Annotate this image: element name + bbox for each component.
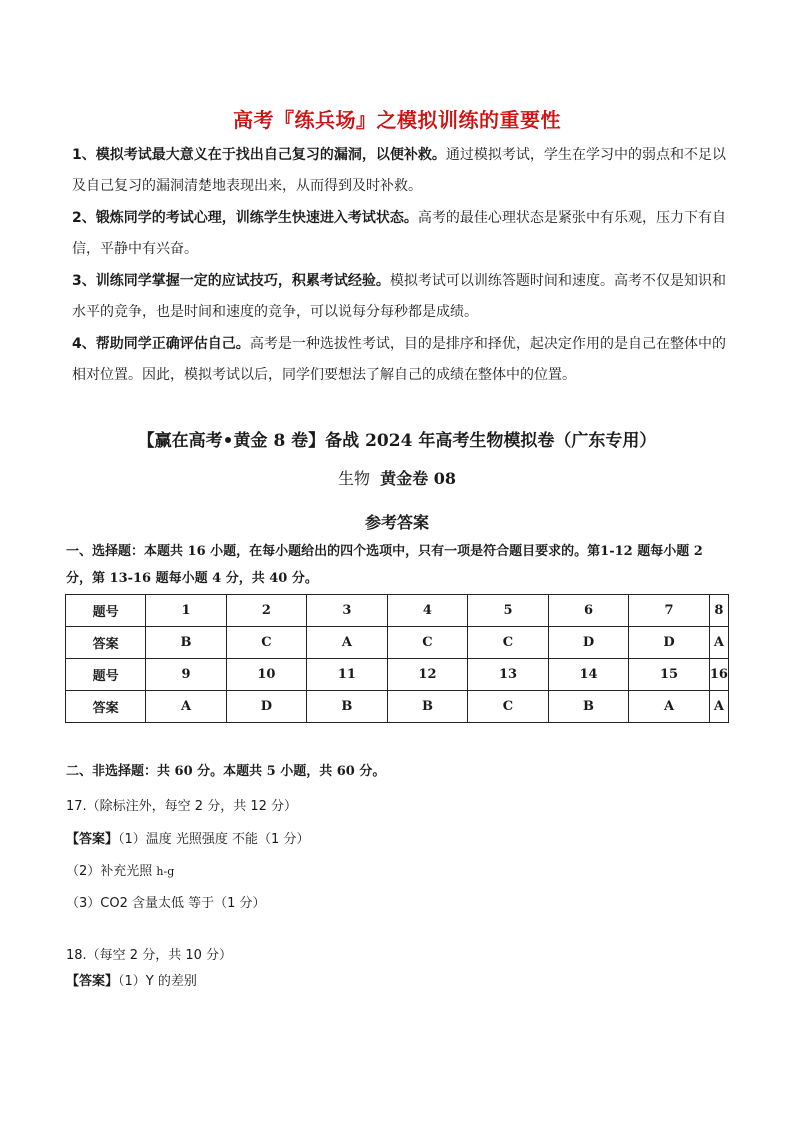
table-cell: 10 [226,659,307,691]
q17-part1: （1）温度 光照强度 不能（1 分） [118,832,310,847]
intro-item-4 [72,329,726,391]
q17-part2-formula: h-g [156,865,175,878]
q18-part1: （1）Y 的差别 [118,974,197,989]
table-cell: 5 [468,595,549,627]
table-cell: A [709,627,728,659]
table-cell: C [226,627,307,659]
q18-header: 18.（每空 2 分，共 10 分） [66,948,233,963]
table-cell: A [307,627,388,659]
table-cell: A [709,691,728,723]
table-cell: B [548,691,629,723]
table-cell: 16 [709,659,728,691]
intro-item-2 [72,203,726,265]
section1-instructions: 一、选择题：本题共 16 小题，在每小题给出的四个选项中，只有一项是符合题目要求的。第1-12 题每小题 2 分，第 13-16 题每小题 4 分，共 40 分。 [66,544,703,586]
table-cell: 2 [226,595,307,627]
q17-part2: （2）补充光照 [66,864,157,879]
answer-table [65,594,729,723]
table-row [66,627,729,659]
table-cell: 7 [629,595,710,627]
intro-item-2-text: 高考的最佳心理状态是紧张中有乐观，压力下有自信，平静中有兴奋。 [72,210,727,257]
table-cell: 8 [709,595,728,627]
section2-title: 二、非选择题：共 60 分。本题共 5 小题，共 60 分。 [66,764,386,779]
subject-prefix: 生物 [337,469,370,488]
table-cell: 题号 [66,595,146,627]
table-cell: 3 [307,595,388,627]
table-cell: 14 [548,659,629,691]
intro-item-1 [72,140,726,202]
table-cell: A [146,691,226,723]
subject-paper: 黄金卷 08 [380,469,457,488]
intro-item-3 [72,266,726,328]
table-cell: B [146,627,226,659]
table-cell: D [548,627,629,659]
intro-item-4-bold: 4、帮助同学正确评估自己。 [72,336,250,352]
answer-label: 【答案】 [66,974,119,989]
table-cell: C [387,627,468,659]
table-cell: 15 [629,659,710,691]
intro-item-2-bold: 2、锻炼同学的考试心理，训练学生快速进入考试状态。 [72,210,418,226]
table-cell: D [629,627,710,659]
table-cell: 题号 [66,659,146,691]
answer-title: 参考答案 [364,513,429,532]
subject-line [0,466,794,489]
table-cell: 11 [307,659,388,691]
table-row [66,691,729,723]
table-cell: 6 [548,595,629,627]
table-row [66,595,729,627]
intro-item-1-text: 通过模拟考试，学生在学习中的弱点和不足以及自己复习的漏洞清楚地表现出来，从而得到及时补救。 [72,147,726,194]
intro-item-3-text: 模拟考试可以训练答题时间和速度。高考不仅是知识和水平的竞争，也是时间和速度的竞争，可以说每分每秒都是成绩。 [72,273,726,320]
q17-header: 17.（除标注外，每空 2 分，共 12 分） [66,799,298,814]
table-cell: 答案 [66,627,146,659]
table-cell: A [629,691,710,723]
intro-item-4-text: 高考是一种选拔性考试，目的是排序和择优，起决定作用的是自己在整体中的相对位置。因此，模拟考试以后，同学们要想法了解自己的成绩在整体中的位置。 [72,336,726,383]
q17-answer-line3: （3）CO2 含量太低 等于（1 分） [66,896,266,911]
table-cell: B [307,691,388,723]
table-row [66,659,729,691]
intro-title: 高考『练兵场』之模拟训练的重要性 [233,108,561,132]
table-cell: 答案 [66,691,146,723]
table-cell: 12 [387,659,468,691]
table-cell: 4 [387,595,468,627]
table-cell: C [468,691,549,723]
table-cell: 9 [146,659,226,691]
q17-answer-line2 [66,860,174,879]
intro-item-1-bold: 1、模拟考试最大意义在于找出自己复习的漏洞，以便补救。 [72,147,446,163]
table-cell: B [387,691,468,723]
intro-item-3-bold: 3、训练同学掌握一定的应试技巧，积累考试经验。 [72,273,390,289]
table-cell: D [226,691,307,723]
table-cell: 1 [146,595,226,627]
q18-answer-line1 [66,970,197,989]
answer-label: 【答案】 [66,832,119,847]
table-cell: 13 [468,659,549,691]
table-cell: C [468,627,549,659]
exam-title: 【赢在高考•黄金 8 卷】备战 2024 年高考生物模拟卷（广东专用） [137,431,657,451]
q17-answer-line1 [66,828,309,847]
